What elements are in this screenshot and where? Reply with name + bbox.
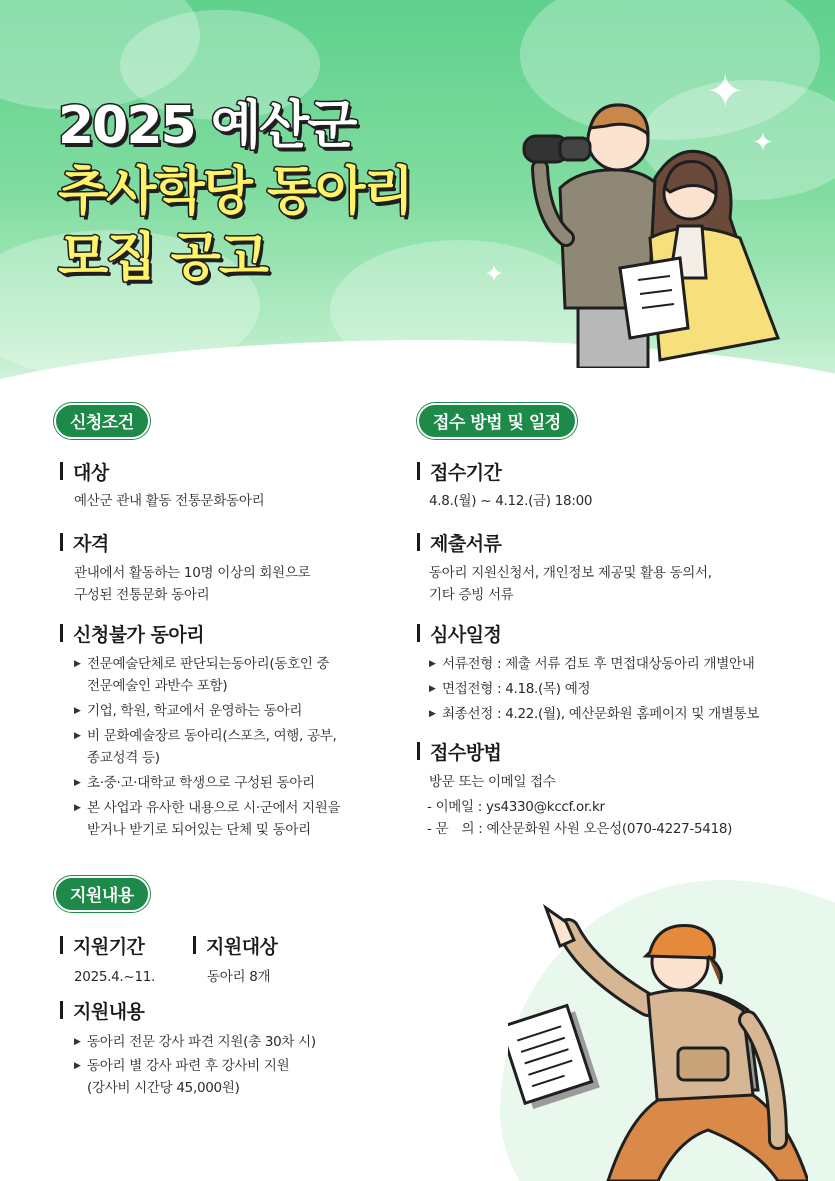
heading-ineligible: 신청불가 동아리 <box>60 620 390 646</box>
email-text: - 이메일 : ys4330@kccf.or.kr <box>427 799 605 815</box>
heading-review: 심사일정 <box>417 620 817 646</box>
review-list <box>429 653 817 725</box>
list-item: ▶ 전문예술단체로 판단되는동아리(동호인 중 전문예술인 과반수 포함) <box>74 656 330 694</box>
contact-info <box>427 796 817 840</box>
sparkle-icon: ✦ <box>706 64 745 118</box>
method-text: 방문 또는 이메일 접수 <box>429 774 556 790</box>
heading-support-target: 지원대상 <box>193 932 353 958</box>
list-item: ▶ 초·중·고·대학교 학생으로 구성된 동아리 <box>74 775 315 791</box>
list-item: ▶ 기업, 학원, 학교에서 운영하는 동아리 <box>74 703 303 719</box>
inquiry-text: - 문 의 : 예산문화원 사원 오은성(070-4227-5418) <box>427 821 733 837</box>
heading-documents: 제출서류 <box>417 529 817 555</box>
heading-period: 접수기간 <box>417 458 817 484</box>
support-target-block <box>193 932 353 988</box>
pointing-hiker-illustration <box>508 900 808 1181</box>
support-content-block <box>60 997 400 1099</box>
ineligible-list <box>74 653 390 841</box>
heading-qualification: 자격 <box>60 529 390 555</box>
binoculars-people-illustration <box>520 98 790 368</box>
title-line-1: 2025 예산군 <box>58 96 356 156</box>
list-item: ▶ 최종선정 : 4.22.(월), 예산문화원 홈페이지 및 개별통보 <box>429 706 760 722</box>
support-target-text: 동아리 8개 <box>207 969 271 985</box>
heading-method: 접수방법 <box>417 738 817 764</box>
list-item: ▶ 동아리 전문 강사 파견 지원(총 30차 시) <box>74 1034 316 1050</box>
qualification-text: 관내에서 활동하는 10명 이상의 회원으로 구성된 전통문화 동아리 <box>74 565 311 603</box>
support-period-block <box>60 932 200 988</box>
list-item: ▶ 면접전형 : 4.18.(목) 예정 <box>429 681 591 697</box>
heading-support-content: 지원내용 <box>60 997 400 1023</box>
section-pill-support: 지원내용 <box>54 876 150 912</box>
application-column <box>417 458 817 840</box>
support-period-text: 2025.4.~11. <box>74 969 156 985</box>
title-line-2: 추사학당 동아리 <box>58 162 412 222</box>
title-line-3: 모집 공고 <box>58 228 268 288</box>
support-content-list <box>74 1031 400 1099</box>
target-text: 예산군 관내 활동 전통문화동아리 <box>74 493 265 509</box>
documents-text: 동아리 지원신청서, 개인정보 제공및 활용 동의서, 기타 증빙 서류 <box>429 565 712 603</box>
list-item: ▶ 비 문화예술장르 동아리(스포츠, 여행, 공부, 종교성격 등) <box>74 728 337 766</box>
heading-target: 대상 <box>60 458 390 484</box>
period-text: 4.8.(월) ~ 4.12.(금) 18:00 <box>429 493 593 509</box>
conditions-column <box>60 458 390 841</box>
list-item: ▶ 동아리 별 강사 파련 후 강사비 지원 (강사비 시간당 45,000원) <box>74 1058 290 1096</box>
section-pill-conditions: 신청조건 <box>54 403 150 439</box>
list-item: ▶ 본 사업과 유사한 내용으로 시·군에서 지원을 받거나 받기로 되어있는 단체 및 동아리 <box>74 800 341 838</box>
sparkle-icon: ✦ <box>752 128 774 158</box>
section-pill-application: 접수 방법 및 일정 <box>417 403 577 439</box>
heading-support-period: 지원기간 <box>60 932 200 958</box>
list-item: ▶ 서류전형 : 제출 서류 검토 후 면접대상동아리 개별안내 <box>429 656 755 672</box>
sparkle-icon: ✦ <box>484 260 505 288</box>
